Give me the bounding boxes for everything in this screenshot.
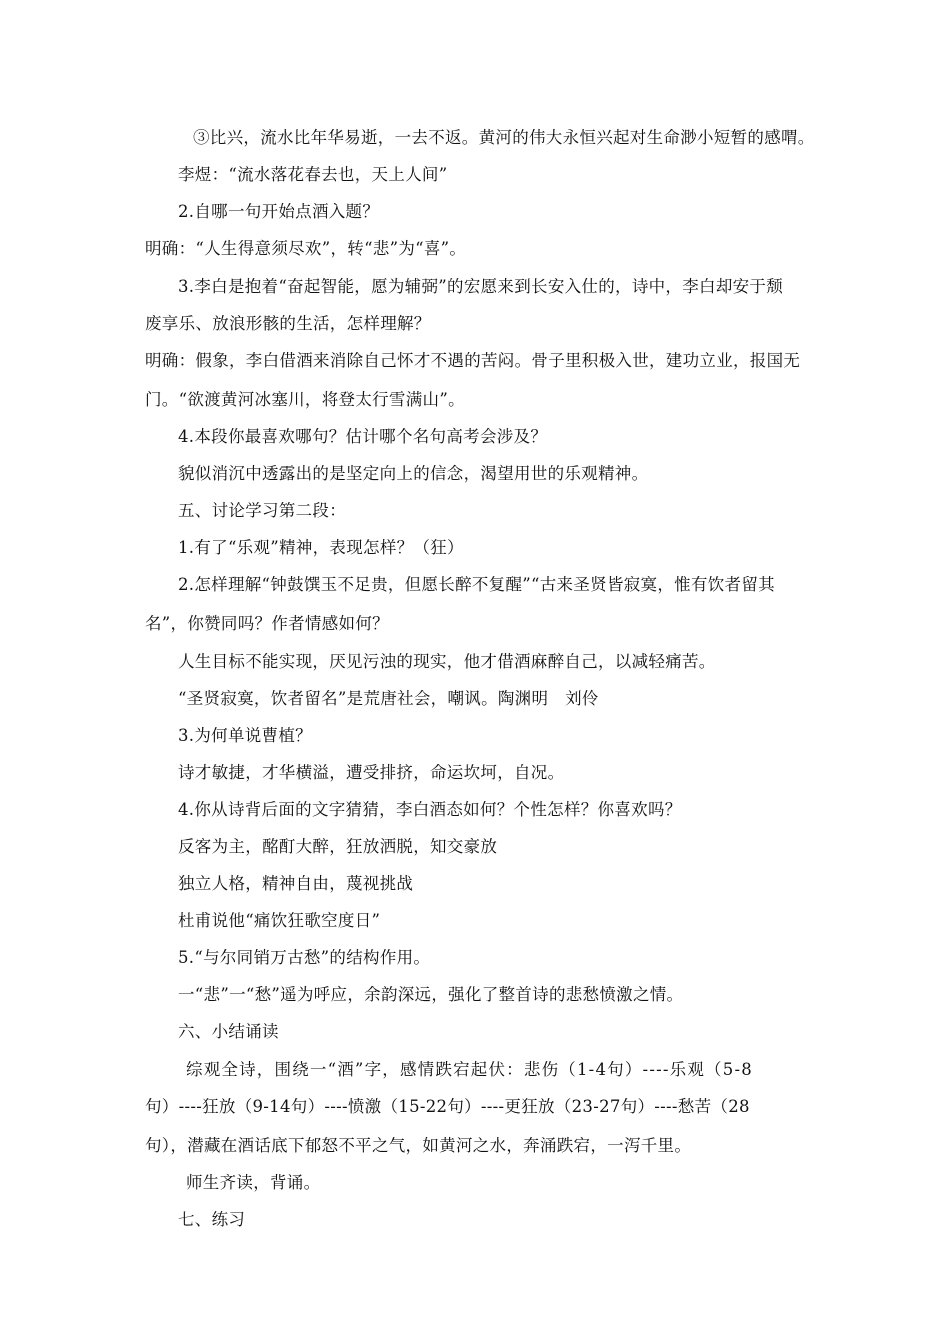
text-line: 句）----狂放（9-14句）----愤激（15-22句）----更狂放（23-27句）----愁苦（28	[145, 1097, 750, 1116]
text-line: 一“悲”一“愁”遥为呼应，余韵深远，强化了整首诗的悲愁愤激之情。	[178, 985, 684, 1004]
text-line: 明确：假象，李白借酒来消除自己怀才不遇的苦闷。骨子里积极入世，建功立业，报国无	[145, 351, 801, 370]
section-heading: 七、练习	[178, 1210, 246, 1229]
text-line: 反客为主，酩酊大醉，狂放洒脱，知交豪放	[178, 837, 498, 856]
text-line: 4.你从诗背后面的文字猜猜，李白酒态如何？个性怎样？你喜欢吗？	[178, 800, 682, 819]
section-heading: 五、讨论学习第二段：	[178, 501, 346, 520]
text-line: 综观全诗，围绕一“酒”字，感情跌宕起伏：悲伤（1-4句）----乐观（5-8	[186, 1060, 753, 1079]
text-line: 门。“欲渡黄河冰塞川，将登太行雪满山”。	[145, 390, 465, 409]
text-line: 2.怎样理解“钟鼓馔玉不足贵，但愿长醉不复醒”“古来圣贤皆寂寞，惟有饮者留其	[178, 575, 775, 594]
text-line: 3.为何单说曹植？	[178, 726, 312, 745]
text-line: 李煜：“流水落花春去也，天上人间”	[178, 165, 448, 184]
text-line: 4.本段你最喜欢哪句？估计哪个名句高考会涉及？	[178, 427, 548, 446]
text-line: 1.有了“乐观”精神，表现怎样？（狂）	[178, 538, 464, 557]
text-line: 5.“与尔同销万古愁”的结构作用。	[178, 948, 431, 967]
text-line: 句），潜藏在酒话底下郁怒不平之气，如黄河之水，奔涌跌宕，一泻千里。	[145, 1136, 692, 1155]
text-line: 明确：“人生得意须尽欢”，转“悲”为“喜”。	[145, 239, 467, 258]
text-line: ③比兴，流水比年华易逝，一去不返。黄河的伟大永恒兴起对生命渺小短暂的感喟。	[193, 128, 815, 147]
text-line: 名”，你赞同吗？作者情感如何？	[145, 614, 389, 633]
text-line: 独立人格，精神自由，蔑视挑战	[178, 874, 414, 893]
text-line: 2.自哪一句开始点酒入题？	[178, 202, 380, 221]
text-line: “圣贤寂寞，饮者留名”是荒唐社会，嘲讽。陶渊明 刘伶	[178, 689, 599, 708]
text-line: 貌似消沉中透露出的是坚定向上的信念，渴望用世的乐观精神。	[178, 464, 649, 483]
text-line: 人生目标不能实现，厌见污浊的现实，他才借酒麻醉自己，以减轻痛苦。	[178, 652, 716, 671]
text-line: 废享乐、放浪形骸的生活，怎样理解？	[145, 314, 431, 333]
text-line: 3.李白是抱着“奋起智能，愿为辅弼”的宏愿来到长安入仕的，诗中，李白却安于颓	[178, 277, 784, 296]
text-line: 杜甫说他“痛饮狂歌空度日”	[178, 911, 381, 930]
text-line: 师生齐读，背诵。	[186, 1173, 321, 1192]
text-line: 诗才敏捷，才华横溢，遭受排挤，命运坎坷，自况。	[178, 763, 565, 782]
section-heading: 六、小结诵读	[178, 1022, 279, 1041]
